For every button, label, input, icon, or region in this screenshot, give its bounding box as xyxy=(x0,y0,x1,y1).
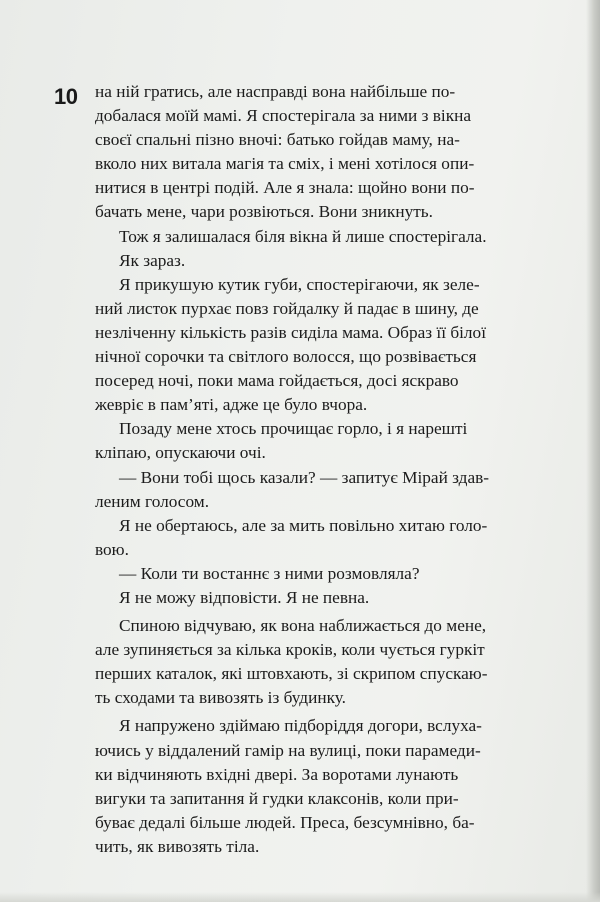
text-line: нитися в центрі подій. Але я знала: щойно вони по- xyxy=(95,178,475,198)
text-line: ть сходами та вивозять із будинку. xyxy=(95,688,346,708)
text-line: бачать мене, чари розвіються. Вони зникнуть. xyxy=(95,202,433,222)
text-line: на ній гратись, але насправді вона найбільше по- xyxy=(95,82,456,101)
text-line: Спиною відчуваю, як вона наближається до мене, xyxy=(119,616,487,636)
text-line: своєї спальні пізно вночі: батько гойдав маму, на- xyxy=(95,130,460,150)
text-line: кліпаю, опускаючи очі. xyxy=(95,443,266,463)
text-line: ючись у віддалений гамір на вулиці, поки парамеди- xyxy=(95,740,481,760)
text-line: Як зараз. xyxy=(119,250,186,270)
text-line: нічної сорочки та світлого волосся, що розвівається xyxy=(95,347,477,367)
page-edge-shadow xyxy=(586,0,600,902)
page-bottom-shadow xyxy=(0,892,600,902)
text-line: вколо них витала магія та сміх, і мені хотілося опи- xyxy=(95,154,475,174)
text-line: Я не обертаюсь, але за мить повільно хитаю голо- xyxy=(119,515,488,535)
text-line: Я напружено здіймаю підборіддя догори, вслуха- xyxy=(119,716,482,736)
text-line: Позаду мене хтось прочищає горло, і я нарешті xyxy=(119,419,468,439)
text-line: добалася моїй мамі. Я спостерігала за ними з вікна xyxy=(95,106,472,126)
text-line: але зупиняється за кілька кроків, коли чується гуркіт xyxy=(95,640,485,660)
text-line: незліченну кількість разів сиділа мама. Образ її білої xyxy=(95,322,486,342)
text-line: леним голосом. xyxy=(95,491,210,511)
text-line: — Вони тобі щось казали? — запитує Мірай здав- xyxy=(119,467,490,487)
text-line: перших каталок, які штовхають, зі скрипом спускаю- xyxy=(95,664,488,684)
body-text xyxy=(95,80,575,859)
text-line: ки відчиняють вхідні двері. За воротами лунають xyxy=(95,764,459,784)
text-line: ний листок пурхає повз гойдалку й падає в шину, де xyxy=(95,298,479,318)
text-line: Я не можу відповісти. Я не певна. xyxy=(119,587,370,607)
text-line: буває дедалі більше людей. Преса, безсумнівно, ба- xyxy=(95,812,475,832)
text-line: Я прикушую кутик губи, спостерігаючи, як зеле- xyxy=(119,274,480,294)
text-line: посеред ночі, поки мама гойдається, досі яскраво xyxy=(95,371,459,391)
text-line: чить, як вивозять тіла. xyxy=(95,836,260,856)
text-line: Тож я залишалася біля вікна й лише спостерігала. xyxy=(119,226,487,246)
text-line: вигуки та запитання й гудки клаксонів, коли при- xyxy=(95,788,459,808)
text-line: вою. xyxy=(95,539,129,559)
text-line: — Коли ти востаннє з ними розмовляла? xyxy=(119,563,420,583)
page-number: 10 xyxy=(54,84,78,109)
text-line: жевріє в пам’яті, адже це було вчора. xyxy=(95,395,368,415)
